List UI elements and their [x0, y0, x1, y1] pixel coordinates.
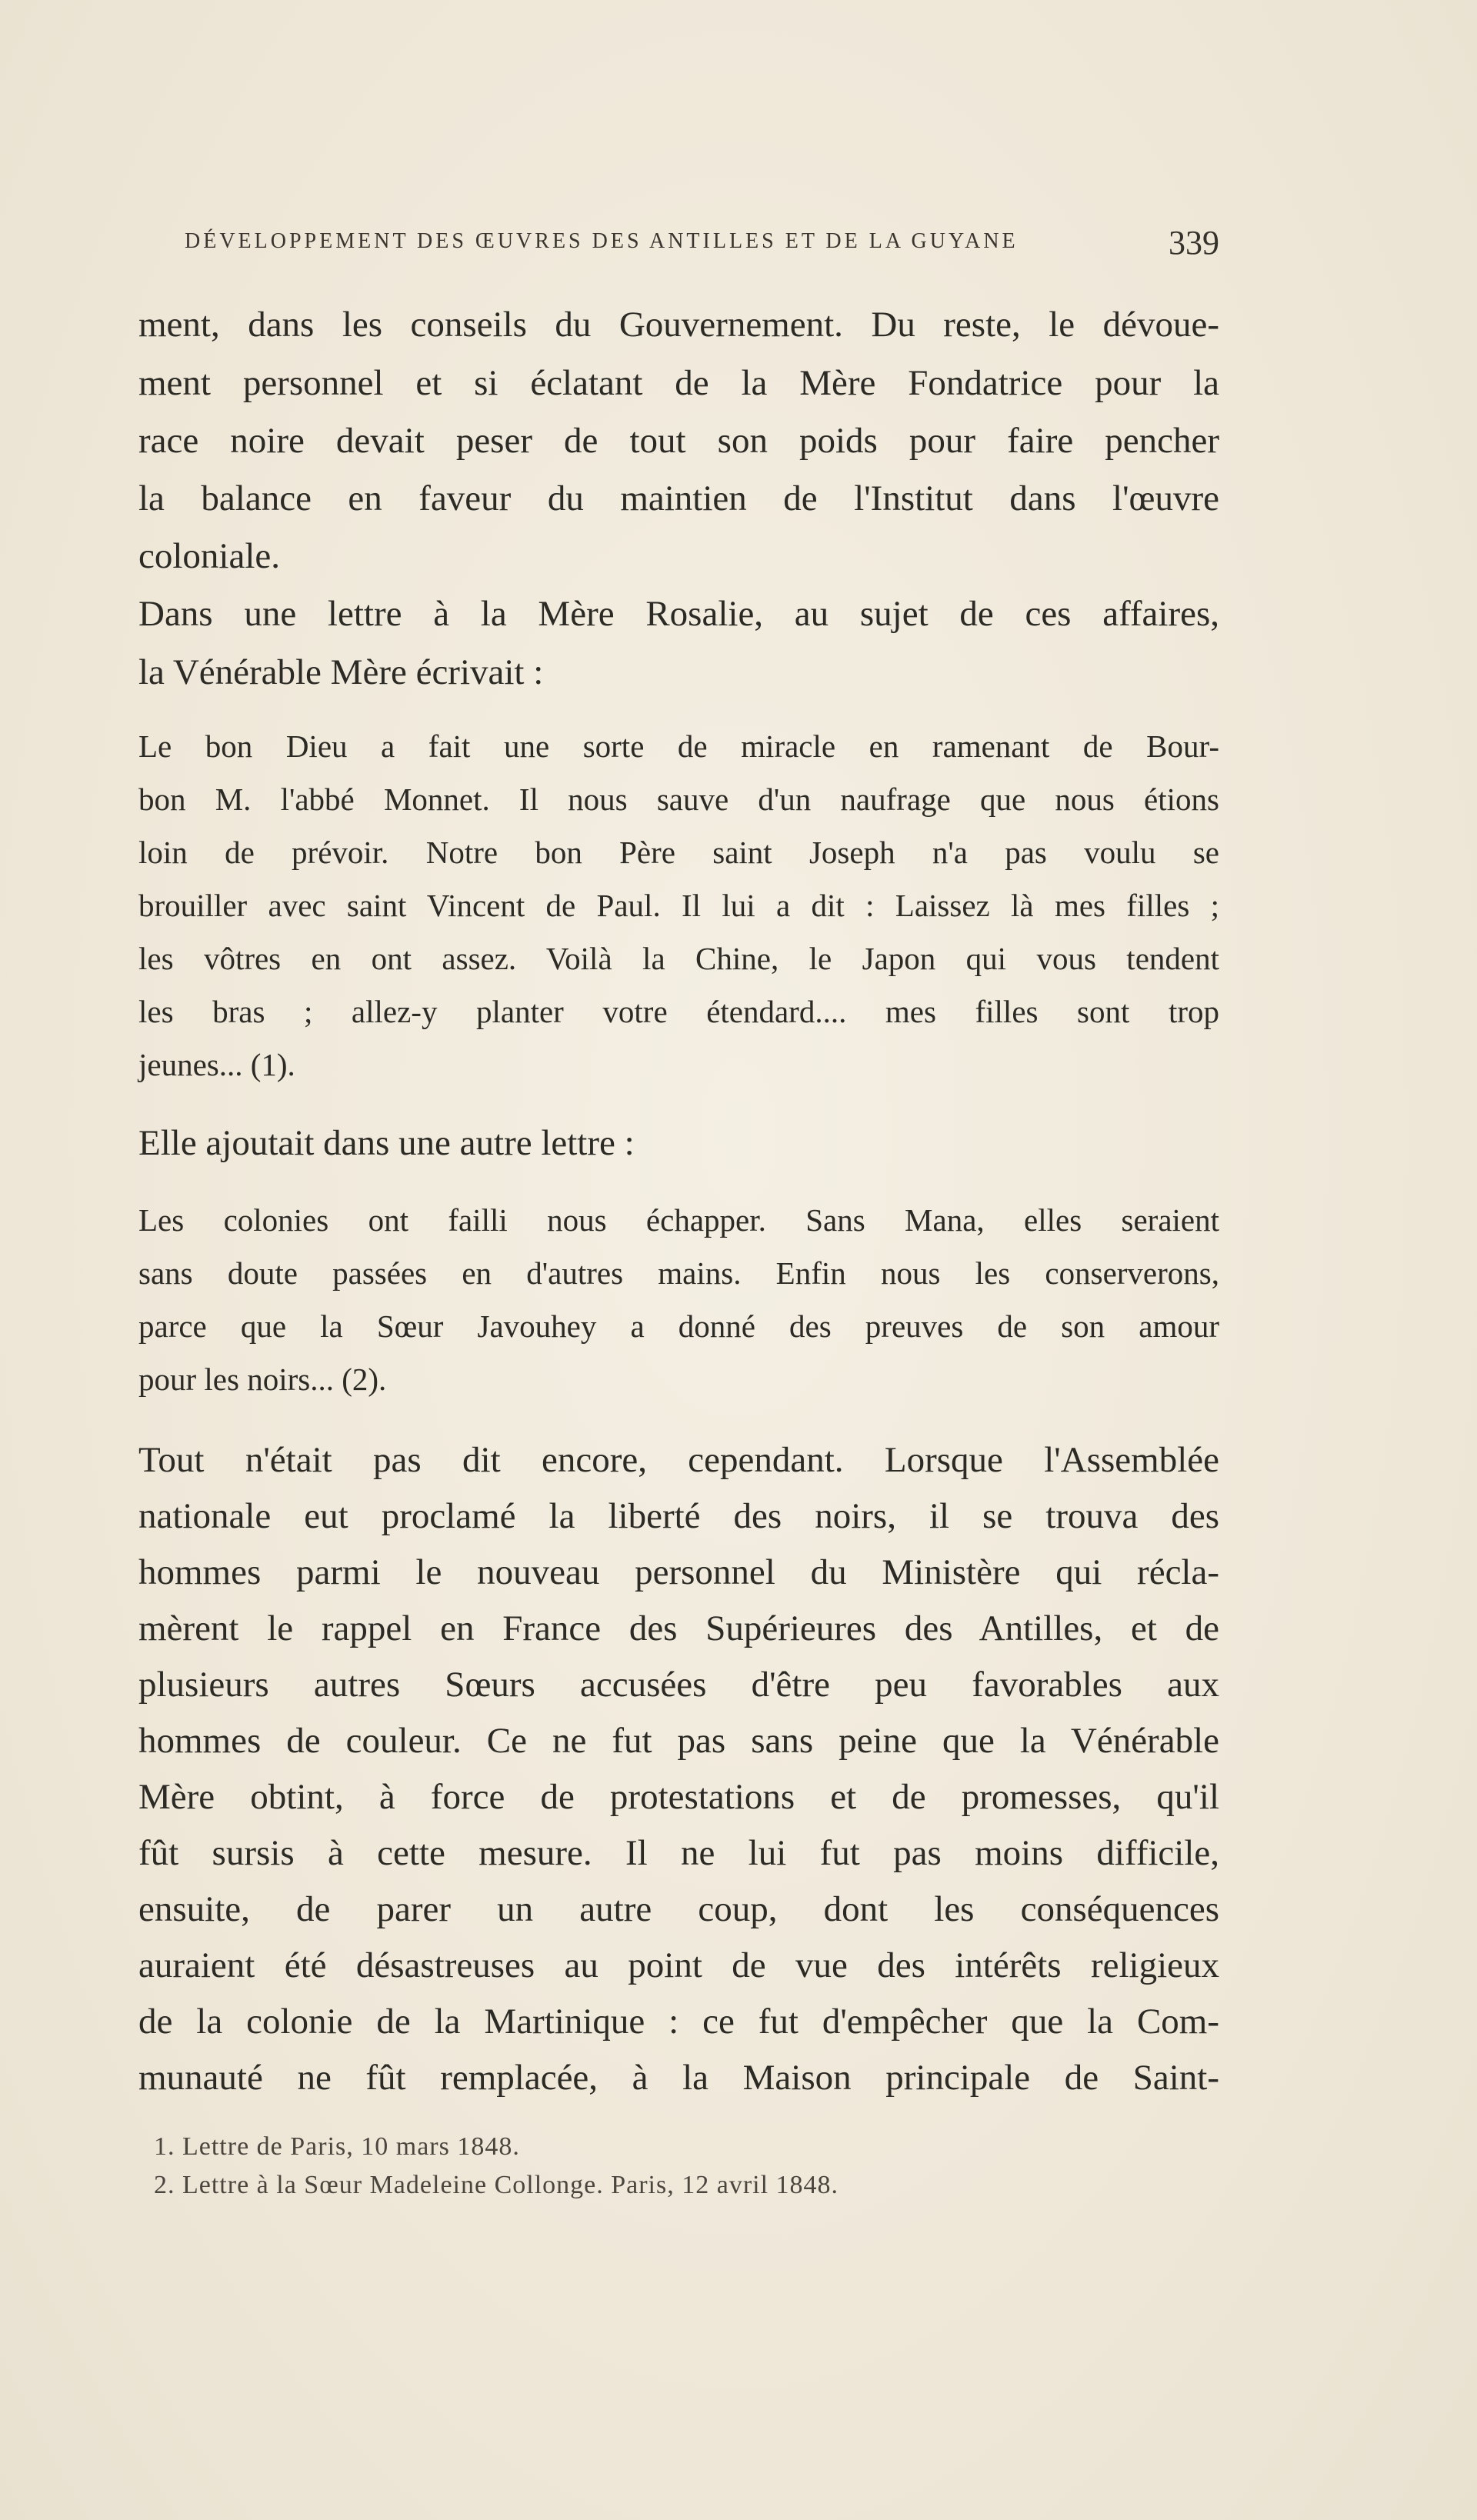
text-line: nationale eut proclamé la liberté des noirs, il se trouva des	[138, 1496, 1219, 1536]
text-line: auraient été désastreuses au point de vue des intérêts religieux	[138, 1945, 1219, 1985]
quote-line: les bras ; allez-y planter votre étendard.... mes filles sont trop	[138, 994, 1219, 1029]
text-line: Mère obtint, à force de protestations et de promesses, qu'il	[138, 1777, 1219, 1817]
footnote-1: 1. Lettre de Paris, 10 mars 1848.	[154, 2132, 520, 2161]
footnote-2: 2. Lettre à la Sœur Madeleine Collonge. Paris, 12 avril 1848.	[154, 2171, 839, 2199]
quote-line: sans doute passées en d'autres mains. Enfin nous les conserverons,	[138, 1255, 1219, 1291]
quote-line: bon M. l'abbé Monnet. Il nous sauve d'un naufrage que nous étions	[138, 782, 1219, 817]
text-line: fût sursis à cette mesure. Il ne lui fut pas moins difficile,	[138, 1833, 1219, 1873]
text-line: plusieurs autres Sœurs accusées d'être peu favorables aux	[138, 1665, 1219, 1705]
text-line: race noire devait peser de tout son poids pour faire pencher	[138, 421, 1219, 461]
quote-line: les vôtres en ont assez. Voilà la Chine, le Japon qui vous tendent	[138, 941, 1219, 976]
running-title: DÉVELOPPEMENT DES ŒUVRES DES ANTILLES ET DE LA GUYANE	[185, 229, 1019, 253]
text-line: Tout n'était pas dit encore, cependant. Lorsque l'Assemblée	[138, 1440, 1219, 1480]
quote-line: Les colonies ont failli nous échapper. Sans Mana, elles seraient	[138, 1202, 1219, 1238]
quote-line: brouiller avec saint Vincent de Paul. Il lui a dit : Laissez là mes filles ;	[138, 888, 1219, 923]
text-line: de la colonie de la Martinique : ce fut d'empêcher que la Com-	[138, 2002, 1219, 2042]
text-line: Dans une lettre à la Mère Rosalie, au sujet de ces affaires,	[138, 594, 1219, 634]
text-line: Elle ajoutait dans une autre lettre :	[138, 1123, 635, 1163]
text-line: la Vénérable Mère écrivait :	[138, 652, 544, 692]
text-line: ensuite, de parer un autre coup, dont les conséquences	[138, 1889, 1219, 1929]
text-line: coloniale.	[138, 536, 281, 576]
page-header	[185, 223, 1219, 269]
quote-line: loin de prévoir. Notre bon Père saint Joseph n'a pas voulu se	[138, 835, 1219, 870]
quote-line: pour les noirs... (2).	[138, 1362, 387, 1397]
quote-line: jeunes... (1).	[138, 1047, 295, 1082]
text-line: la balance en faveur du maintien de l'Institut dans l'œuvre	[138, 478, 1219, 518]
text-line: ment personnel et si éclatant de la Mère Fondatrice pour la	[138, 363, 1219, 403]
page-number: 339	[1169, 224, 1219, 262]
text-line: hommes parmi le nouveau personnel du Ministère qui récla-	[138, 1552, 1219, 1592]
text-line: munauté ne fût remplacée, à la Maison principale de Saint-	[138, 2058, 1219, 2098]
text-line: mèrent le rappel en France des Supérieures des Antilles, et de	[138, 1608, 1219, 1648]
text-line: ment, dans les conseils du Gouvernement. Du reste, le dévoue-	[138, 305, 1219, 345]
text-line: hommes de couleur. Ce ne fut pas sans peine que la Vénérable	[138, 1721, 1219, 1761]
quote-line: Le bon Dieu a fait une sorte de miracle en ramenant de Bour-	[138, 728, 1219, 764]
quote-line: parce que la Sœur Javouhey a donné des preuves de son amour	[138, 1308, 1219, 1344]
